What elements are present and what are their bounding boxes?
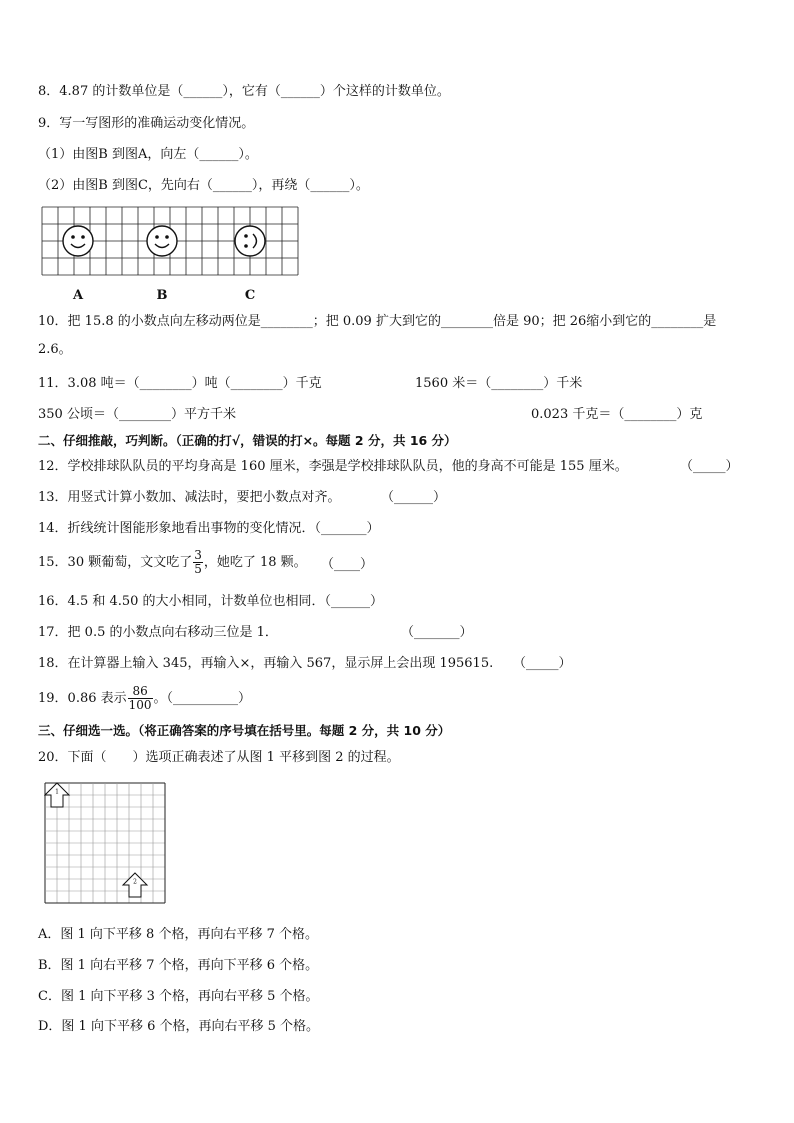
fraction-86-100 [128,685,153,712]
eye [71,235,75,239]
question-15-text-end: ，她吃了 18 颗。 [203,555,307,570]
question-17: 17．把 0.5 的小数点向右移动三位是 1． [38,625,278,640]
question-11-part-3: 350 公顷＝（________）平方千米 [38,407,236,422]
translation-grid-figure [44,782,168,906]
question-19 [38,683,251,715]
question-20: 20．下面（ ）选项正确表述了从图 1 平移到图 2 的过程。 [38,750,400,765]
question-18: 18．在计算器上输入 345，再输入×，再输入 567，显示屏上会出现 195615. [38,656,494,671]
house-label: 1 [55,788,59,796]
question-13-blank: （______） [381,490,447,505]
smiley-face-icon [235,226,265,256]
option-b: B．图 1 向右平移 7 个格，再向下平移 6 个格。 [38,958,319,973]
figure-label: B [156,288,168,302]
question-9: 9．写一写图形的准确运动变化情况。 [38,116,255,131]
question-15-text: 15．30 颗葡萄，文文吃了 [38,555,193,570]
face-outline [63,226,93,256]
question-9-part-2: （2）由图B 到图C，先向右（______），再绕（______）。 [38,178,369,193]
fraction-denominator: 5 [194,562,202,576]
question-9-part-1: （1）由图B 到图A，向左（______）。 [38,147,258,162]
fraction-numerator: 3 [194,548,202,562]
face-outline [147,226,177,256]
option-a: A．图 1 向下平移 8 个格，再向右平移 7 个格。 [38,927,318,942]
house-shape-icon [123,873,147,897]
option-c: C．图 1 向下平移 3 个格，再向右平移 5 个格。 [38,989,319,1004]
question-11-part-1: 11．3.08 吨＝（________）吨（________）千克 [38,376,322,391]
question-18-blank: （_____） [513,656,572,671]
question-14: 14．折线统计图能形象地看出事物的变化情况．（_______） [38,521,380,536]
fraction-3-5 [193,549,203,576]
question-11-part-4: 0.023 千克＝（________）克 [531,407,703,422]
question-15 [38,548,307,578]
figure-label: A [72,288,84,302]
option-d: D．图 1 向下平移 6 个格，再向右平移 5 个格。 [38,1019,320,1034]
smiley-face-icon [147,226,177,256]
eye [81,235,85,239]
question-12-blank: （_____） [680,459,739,474]
question-17-blank: （_______） [401,625,473,640]
smiley-grid-figure [38,204,304,302]
eye [165,235,169,239]
question-10-line-2: 2.6。 [38,342,72,357]
smiley-face-icon [63,226,93,256]
question-16: 16．4.5 和 4.50 的大小相同，计数单位也相同．（______） [38,594,384,609]
question-10-line-1: 10．把 15.8 的小数点向左移动两位是________；把 0.09 扩大到它的________倍是 90；把 26缩小到它的________是 [38,314,717,329]
question-12: 12．学校排球队队员的平均身高是 160 厘米，李强是学校排球队队员，他的身高不可能是 155 厘米。 [38,459,628,474]
eye [244,234,248,238]
fraction-numerator: 86 [128,685,153,699]
question-19-text-end: 。（__________） [153,691,252,706]
section-2-heading: 二、仔细推敲，巧判断。（正确的打√，错误的打×。每题 2 分，共 16 分） [38,433,457,448]
question-11-part-2: 1560 米＝（________）千米 [415,376,583,391]
fraction-denominator: 100 [128,698,152,712]
figure-label: C [244,288,256,302]
eye [244,244,248,248]
section-3-heading: 三、仔细选一选。（将正确答案的序号填在括号里。每题 2 分，共 10 分） [38,723,451,738]
house-label: 2 [133,878,137,886]
eye [155,235,159,239]
question-15-blank: （____） [321,557,374,572]
question-19-text: 19．0.86 表示 [38,691,127,706]
house-shape-icon [45,783,69,807]
face-outline [235,226,265,256]
question-13: 13．用竖式计算小数加、减法时，要把小数点对齐。 [38,490,341,505]
question-8: 8．4.87 的计数单位是（______），它有（______）个这样的计数单位。 [38,84,450,99]
